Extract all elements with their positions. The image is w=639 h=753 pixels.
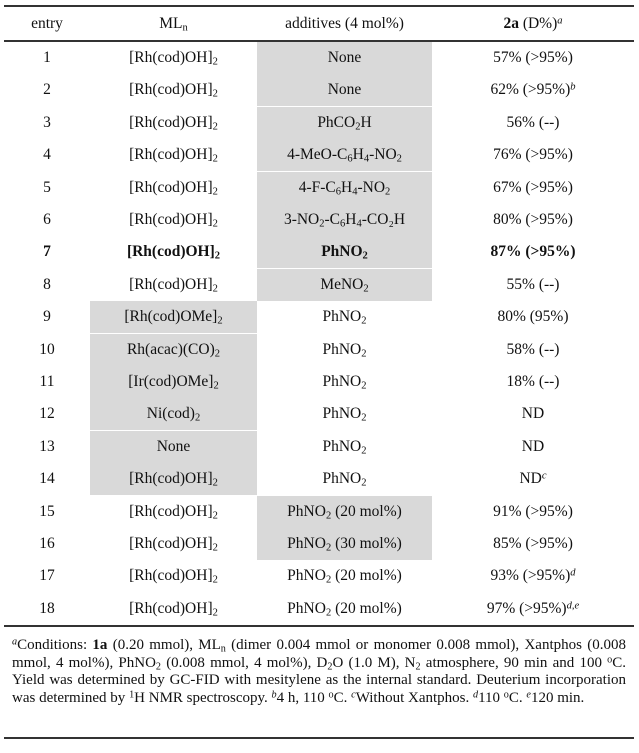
cell-catalyst [90,269,257,301]
cell-additive [257,107,432,139]
header-mln-sub: n [182,22,188,34]
catalyst-text: [Rh(cod)OH] [129,146,213,164]
catalyst-subscript: 2 [212,121,218,133]
header-product-note: a [557,15,563,27]
yield-value: ND [519,470,542,488]
cell-entry: 6 [43,211,51,228]
cell-yield [432,204,634,236]
yield-note: d,e [566,600,580,612]
cell-entry: 13 [39,437,55,455]
catalyst-subscript: 2 [212,510,218,522]
footnote-a-text: C. Yield was determined by GC-FID with mesitylene as the internal standard. Deuterium incorporation was determined by [12,654,626,706]
catalyst-subscript: 2 [212,56,218,68]
cell-entry: 14 [39,470,55,488]
catalyst-subscript: 2 [214,251,221,263]
cell-additive [257,528,432,560]
cell-entry: 11 [39,373,55,390]
footnote-c-text: Without Xantphos. [355,689,473,706]
additive-subscript: 2 [361,315,367,327]
catalyst-text: [Rh(cod)OH] [129,275,213,293]
cell-catalyst [90,74,257,106]
cell-additive [257,139,432,171]
table-row [4,301,634,333]
yield-value: 85% (>95%) [493,535,573,552]
yield-value: 57% (>95%) [493,49,573,66]
additive-text: (20 mol%) [331,599,402,617]
catalyst-text: [Rh(cod)OMe] [124,308,218,326]
catalyst-subscript: 2 [212,186,218,198]
yield-value: 56% (--) [506,113,560,131]
additive-text: PhNO [321,243,363,261]
catalyst-subscript: 2 [212,153,218,165]
yield-value: ND [521,405,545,423]
catalyst-text: [Rh(cod)OH] [129,113,213,131]
header-mln-base: ML [159,15,183,32]
cell-yield [432,107,634,139]
catalyst-subscript: 2 [212,542,218,554]
additive-subscript: 4 [352,186,358,198]
cell-catalyst [90,42,257,74]
cell-entry: 18 [39,599,55,617]
yield-value: 67% (>95%) [493,178,573,196]
yield-value: 80% (>95%) [493,211,573,228]
cell-additive [257,398,432,430]
cell-entry: 4 [43,146,51,164]
footnote-d-text: 110 [478,689,504,706]
table-row [4,74,634,106]
yield-value: 93% (>95%) [490,567,571,585]
cell-yield [432,560,634,592]
header-product-compound: 2a [503,15,519,32]
cell-yield [432,593,634,625]
catalyst-subscript: 2 [212,218,218,230]
additive-subscript: 6 [335,186,341,198]
additive-subscript: 2 [361,413,367,425]
additive-text: PhNO [287,502,326,520]
cell-yield [432,42,634,74]
additive-text: PhNO [287,535,326,552]
cell-entry: 1 [43,49,51,66]
yield-value: 87% (>95%) [490,243,576,261]
cell-catalyst [90,301,257,333]
additive-subscript: 6 [340,218,346,230]
cell-yield [432,398,634,430]
yield-value: 62% (>95%) [490,81,571,99]
table-row [4,204,634,236]
cell-yield [432,236,634,268]
additive-text: H [345,211,357,228]
yield-note: d [570,567,576,579]
cell-catalyst [90,139,257,171]
additive-text: H [341,178,353,196]
cell-catalyst [90,560,257,592]
footnote-sup: 1 [129,689,135,701]
cell-additive [257,463,432,495]
additive-subscript: 2 [355,121,361,133]
yield-note: b [570,81,576,93]
table-row [4,398,634,430]
cell-yield [432,334,634,366]
additive-subscript: 4 [356,218,362,230]
table-row [4,366,634,398]
cell-catalyst [90,431,257,463]
footnote-a-text: atmosphere, 90 min and 100 [420,654,608,671]
catalyst-text: [Rh(cod)OH] [129,470,213,488]
catalyst-text: [Rh(cod)OH] [129,535,213,552]
header-entry: entry [31,15,63,32]
footnote-mark-d: d [473,689,479,701]
cell-additive [257,204,432,236]
footnote-a-text: Conditions: [17,637,93,653]
additive-text: PhNO [287,599,326,617]
yield-value: 55% (--) [506,275,560,293]
additive-text: H [352,146,364,164]
cell-entry: 2 [43,81,51,99]
table-row [4,172,634,204]
cell-catalyst [90,593,257,625]
cell-yield [432,74,634,106]
catalyst-text: [Rh(cod)OH] [129,599,213,617]
table-footnote [12,637,626,707]
header-mln [90,7,257,40]
additive-subscript: 2 [325,542,332,554]
additive-text: PhNO [322,437,362,455]
footnote-a-text: (0.20 mmol), ML [107,637,221,653]
additive-subscript: 2 [362,251,368,263]
footnote-a-text: (dimer 0.004 mmol or monomer 0.008 mmol), Xantphos (0.008 mmol, 4 mol%), PhNO [12,637,626,671]
yield-value: 58% (--) [506,340,560,358]
catalyst-text: [Rh(cod)OH] [129,502,213,520]
catalyst-text: [Rh(cod)OH] [129,178,213,196]
catalyst-subscript: 2 [217,315,223,327]
table-bottom-rule [4,625,634,627]
table-row [4,107,634,139]
catalyst-text: [Rh(cod)OH] [129,81,213,99]
yield-value: 91% (>95%) [493,502,573,520]
cell-yield [432,269,634,301]
footnote-mark-a: a [12,636,18,648]
yield-value: ND [521,437,545,455]
footnote-degree: o [503,689,509,701]
cell-catalyst [90,172,257,204]
cell-catalyst [90,398,257,430]
header-product [432,7,634,40]
cell-additive [257,172,432,204]
cell-additive [257,496,432,528]
yield-value: 18% (--) [506,373,560,390]
footnote-mark-c: c [351,689,356,701]
cell-catalyst [90,528,257,560]
cell-additive [257,301,432,333]
cell-yield [432,172,634,204]
footnote-e-text: 120 min. [530,689,585,706]
additive-text: 3-NO [283,211,320,228]
catalyst-text: Rh(acac)(CO) [126,340,215,358]
additive-text: H [360,113,372,131]
table-row [4,496,634,528]
footnote-a-text: H NMR spectroscopy. [134,689,272,706]
additive-text: PhNO [322,308,362,326]
cell-entry: 10 [39,340,55,358]
additive-text: 4-MeO-C [287,146,348,164]
table-row [4,269,634,301]
additive-text: -CO₂H [361,211,406,228]
additive-text: -NO [357,178,386,196]
catalyst-subscript: 2 [212,477,218,489]
additive-subscript: 2 [319,218,325,230]
cell-catalyst [90,334,257,366]
footnote-a-text: (0.008 mmol, 4 mol%), D [161,654,328,671]
header-product-label: (D%) [518,15,558,32]
additive-text: PhNO [287,567,326,585]
cell-yield [432,301,634,333]
table-row [4,528,634,560]
additive-text: -NO [369,146,397,164]
table-row [4,42,634,74]
header-additives: additives (4 mol%) [285,15,404,32]
footnote-degree: o [328,689,334,701]
cell-additive [257,366,432,398]
catalyst-subscript: 2 [214,348,221,360]
catalyst-text: [Rh(cod)OH] [126,243,215,261]
catalyst-subscript: 2 [194,413,201,425]
footnote-degree: o [607,654,613,666]
additive-text: 4-F-C [298,178,336,196]
additive-subscript: 2 [361,477,367,489]
catalyst-text: [Rh(cod)OH] [129,567,213,585]
cell-additive [257,42,432,74]
footnote-mark-e: e [526,689,531,701]
cell-additive [257,269,432,301]
table-row [4,236,634,268]
additive-text: (30 mol%) [331,535,402,552]
cell-yield [432,366,634,398]
cell-entry: 12 [39,405,55,423]
footnote-d-text: C. [508,689,527,706]
footnote-a-text: O (1.0 M), N [332,654,416,671]
cell-additive [257,593,432,625]
catalyst-text: [Ir(cod)OMe] [128,373,214,390]
additive-text: PhCO [317,113,356,131]
footnote-b-text: C. [333,689,352,706]
catalyst-text: Ni(cod) [146,405,195,423]
footnote-sub: n [220,643,226,655]
additive-text: None [327,81,362,99]
cell-catalyst [90,366,257,398]
additive-subscript: 2 [396,153,402,165]
cell-entry: 16 [39,535,55,552]
additive-text: PhNO [322,373,362,390]
cell-yield [432,431,634,463]
additive-subscript: 6 [347,153,353,165]
table-row [4,560,634,592]
cell-additive [257,560,432,592]
cell-catalyst [90,463,257,495]
additive-text: MeNO [320,275,364,293]
additive-subscript: 2 [361,348,367,360]
additive-subscript: 2 [325,607,332,619]
yield-note: c [541,470,547,482]
cell-yield [432,139,634,171]
additive-text: (20 mol%) [331,567,402,585]
yield-value: 80% (95%) [497,308,569,326]
cell-catalyst [90,107,257,139]
table-row [4,139,634,171]
catalyst-subscript: 2 [212,607,218,619]
footnote-b-text: 4 h, 110 [276,689,329,706]
catalyst-subscript: 2 [212,283,218,295]
footnote-sub: 2 [415,661,421,673]
table-row [4,463,634,495]
footnote-compound: 1a [92,637,108,653]
cell-additive [257,431,432,463]
additive-text: (20 mol%) [331,502,402,520]
cell-additive [257,334,432,366]
additive-subscript: 4 [363,153,370,165]
catalyst-subscript: 2 [213,380,219,392]
additive-subscript: 2 [361,380,367,392]
cell-entry: 3 [43,113,51,131]
additive-subscript: 2 [361,445,367,457]
cell-entry: 8 [43,275,51,293]
cell-yield [432,496,634,528]
additive-subscript: 2 [363,283,369,295]
cell-additive [257,236,432,268]
table-row [4,334,634,366]
cell-entry: 17 [39,567,55,585]
catalyst-text: None [156,437,191,455]
cell-catalyst [90,204,257,236]
catalyst-subscript: 2 [212,89,218,101]
table-row [4,593,634,625]
table-header [4,7,634,40]
yield-value: 76% (>95%) [493,146,573,164]
additive-subscript: 2 [325,575,332,587]
cell-entry: 9 [43,308,51,326]
additive-text: -C [324,211,341,228]
additive-subscript: 2 [385,186,391,198]
cell-catalyst [90,496,257,528]
cell-entry: 15 [39,502,55,520]
footnote-mark-b: b [271,689,277,701]
additive-text: PhNO [322,340,362,358]
catalyst-text: [Rh(cod)OH] [129,49,213,66]
table-row [4,431,634,463]
cell-additive [257,74,432,106]
footnote-bottom-rule [4,737,634,739]
footnote-sub: 2 [327,661,333,673]
additive-text: None [327,49,362,66]
cell-yield [432,528,634,560]
additive-text: PhNO [322,405,362,423]
yield-value: 97% (>95%) [486,599,567,617]
footnote-sub: 2 [155,661,161,673]
catalyst-subscript: 2 [212,575,218,587]
cell-entry: 5 [43,178,51,196]
cell-entry: 7 [43,243,51,261]
additive-text: PhNO [322,470,362,488]
additive-subscript: 2 [325,510,332,522]
cell-catalyst [90,236,257,268]
cell-yield [432,463,634,495]
catalyst-text: [Rh(cod)OH] [129,211,213,228]
